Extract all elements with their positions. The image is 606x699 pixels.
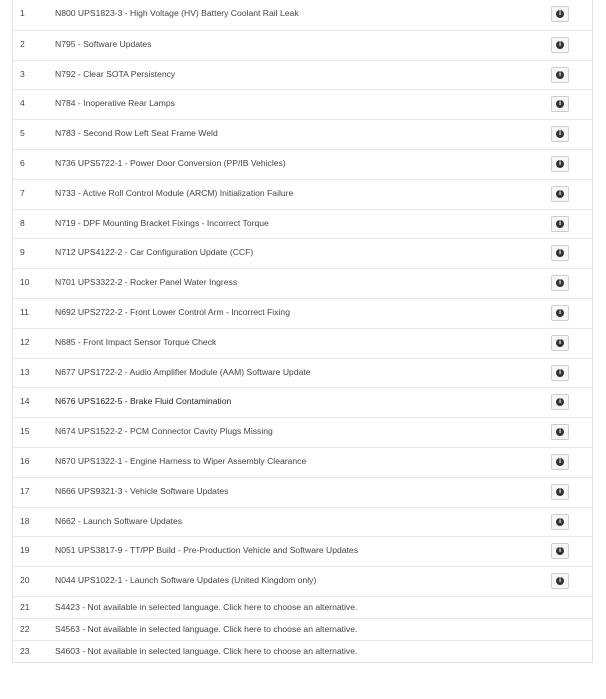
info-icon: i <box>556 369 564 377</box>
row-description-link[interactable]: N685 - Front Impact Sensor Torque Check <box>55 336 217 347</box>
row-number: 4 <box>20 98 25 109</box>
info-icon: i <box>556 458 564 466</box>
info-icon: i <box>556 10 564 18</box>
info-button[interactable] <box>551 6 569 22</box>
row-number: 3 <box>20 68 25 79</box>
info-icon: i <box>556 71 564 79</box>
row-number: 7 <box>20 187 25 198</box>
row-number: 5 <box>20 128 25 139</box>
info-button[interactable] <box>551 245 569 261</box>
info-button[interactable] <box>551 275 569 291</box>
row-number: 14 <box>20 396 30 407</box>
table-row[interactable] <box>13 30 592 60</box>
row-description-link[interactable]: S4563 - Not available in selected language. Click here to choose an alternative. <box>55 623 358 634</box>
row-description-link[interactable]: N792 - Clear SOTA Persistency <box>55 68 176 79</box>
info-icon: i <box>556 547 564 555</box>
row-description-link[interactable]: N051 UPS3817-9 - TT/PP Build - Pre-Production Vehicle and Software Updates <box>55 545 359 556</box>
row-description-link[interactable]: N674 UPS1522-2 - PCM Connector Cavity Plugs Missing <box>55 426 273 437</box>
info-icon: i <box>556 130 564 138</box>
info-icon: i <box>556 518 564 526</box>
info-icon: i <box>556 100 564 108</box>
info-icon: i <box>556 220 564 228</box>
row-description-link[interactable]: N666 UPS9321-3 - Vehicle Software Updates <box>55 485 229 496</box>
row-number: 21 <box>20 601 30 612</box>
info-icon: i <box>556 398 564 406</box>
row-description-link[interactable]: N662 - Launch Software Updates <box>55 515 183 526</box>
info-button[interactable] <box>551 454 569 470</box>
info-button[interactable] <box>551 186 569 202</box>
row-description-link[interactable]: N676 UPS1622-5 - Brake Fluid Contamination <box>55 396 232 407</box>
info-icon: i <box>556 249 564 257</box>
row-description-link[interactable]: N677 UPS1722-2 - Audio Amplifier Module (AAM) Software Update <box>55 366 311 377</box>
table-row[interactable] <box>13 477 592 507</box>
row-number: 19 <box>20 545 30 556</box>
table-row[interactable] <box>13 536 592 566</box>
table-row[interactable] <box>13 387 592 417</box>
table-row[interactable] <box>13 328 592 358</box>
info-icon: i <box>556 339 564 347</box>
row-number: 12 <box>20 336 30 347</box>
row-number: 22 <box>20 623 30 634</box>
table-row[interactable] <box>13 238 592 268</box>
row-number: 9 <box>20 247 25 258</box>
row-description-link[interactable]: S4423 - Not available in selected language. Click here to choose an alternative. <box>55 601 358 612</box>
row-description-link[interactable]: N783 - Second Row Left Seat Frame Weld <box>55 128 218 139</box>
info-icon: i <box>556 428 564 436</box>
table-row[interactable] <box>13 566 592 596</box>
row-number: 20 <box>20 575 30 586</box>
info-button[interactable] <box>551 216 569 232</box>
table-row[interactable] <box>13 89 592 119</box>
info-icon: i <box>556 41 564 49</box>
table-row[interactable] <box>13 119 592 149</box>
table-row[interactable] <box>13 640 592 662</box>
table-row[interactable] <box>13 507 592 537</box>
table-row[interactable] <box>13 0 592 30</box>
table-row[interactable] <box>13 298 592 328</box>
row-description-link[interactable]: S4603 - Not available in selected language. Click here to choose an alternative. <box>55 645 358 656</box>
info-icon: i <box>556 577 564 585</box>
table-row[interactable] <box>13 618 592 640</box>
info-button[interactable] <box>551 365 569 381</box>
row-number: 1 <box>20 8 25 18</box>
row-number: 11 <box>20 306 29 317</box>
row-description-link[interactable]: N719 - DPF Mounting Bracket Fixings - Incorrect Torque <box>55 217 269 228</box>
info-button[interactable] <box>551 156 569 172</box>
row-description-link[interactable]: N795 - Software Updates <box>55 38 152 49</box>
row-description-link[interactable]: N800 UPS1823-3 - High Voltage (HV) Battery Coolant Rail Leak <box>55 8 299 18</box>
row-description-link[interactable]: N701 UPS3322-2 - Rocker Panel Water Ingress <box>55 277 238 288</box>
row-description-link[interactable]: N784 - Inoperative Rear Lamps <box>55 98 175 109</box>
info-icon: i <box>556 488 564 496</box>
row-number: 15 <box>20 426 30 437</box>
table-row[interactable] <box>13 358 592 388</box>
info-button[interactable] <box>551 96 569 112</box>
info-button[interactable] <box>551 305 569 321</box>
campaign-table <box>12 0 593 663</box>
row-number: 2 <box>20 38 25 49</box>
info-icon: i <box>556 279 564 287</box>
info-icon: i <box>556 309 564 317</box>
table-row[interactable] <box>13 149 592 179</box>
table-row[interactable] <box>13 60 592 90</box>
info-button[interactable] <box>551 126 569 142</box>
table-row[interactable] <box>13 417 592 447</box>
info-icon: i <box>556 190 564 198</box>
table-row[interactable] <box>13 209 592 239</box>
table-row[interactable] <box>13 179 592 209</box>
row-description-link[interactable]: N712 UPS4122-2 - Car Configuration Update (CCF) <box>55 247 254 258</box>
row-description-link[interactable]: N044 UPS1022-1 - Launch Software Updates (United Kingdom only) <box>55 575 317 586</box>
row-description-link[interactable]: N692 UPS2722-2 - Front Lower Control Arm - Incorrect Fixing <box>55 306 290 317</box>
row-description-link[interactable]: N733 - Active Roll Control Module (ARCM) Initialization Failure <box>55 187 294 198</box>
row-number: 8 <box>20 217 25 228</box>
info-button[interactable] <box>551 37 569 53</box>
row-number: 23 <box>20 645 30 656</box>
info-icon: i <box>556 160 564 168</box>
row-number: 17 <box>20 485 30 496</box>
info-button[interactable] <box>551 543 569 559</box>
info-button[interactable] <box>551 394 569 410</box>
row-number: 18 <box>20 515 30 526</box>
row-number: 10 <box>20 277 30 288</box>
table-row[interactable] <box>13 447 592 477</box>
info-button[interactable] <box>551 484 569 500</box>
info-button[interactable] <box>551 514 569 530</box>
table-row[interactable] <box>13 596 592 618</box>
row-number: 6 <box>20 157 25 168</box>
info-button[interactable] <box>551 335 569 351</box>
info-button[interactable] <box>551 424 569 440</box>
row-number: 13 <box>20 366 30 377</box>
row-description-link[interactable]: N670 UPS1322-1 - Engine Harness to Wiper Assembly Clearance <box>55 455 307 466</box>
info-button[interactable] <box>551 573 569 589</box>
row-description-link[interactable]: N736 UPS5722-1 - Power Door Conversion (PP/IB Vehicles) <box>55 157 286 168</box>
info-button[interactable] <box>551 67 569 83</box>
row-number: 16 <box>20 455 30 466</box>
table-row[interactable] <box>13 268 592 298</box>
